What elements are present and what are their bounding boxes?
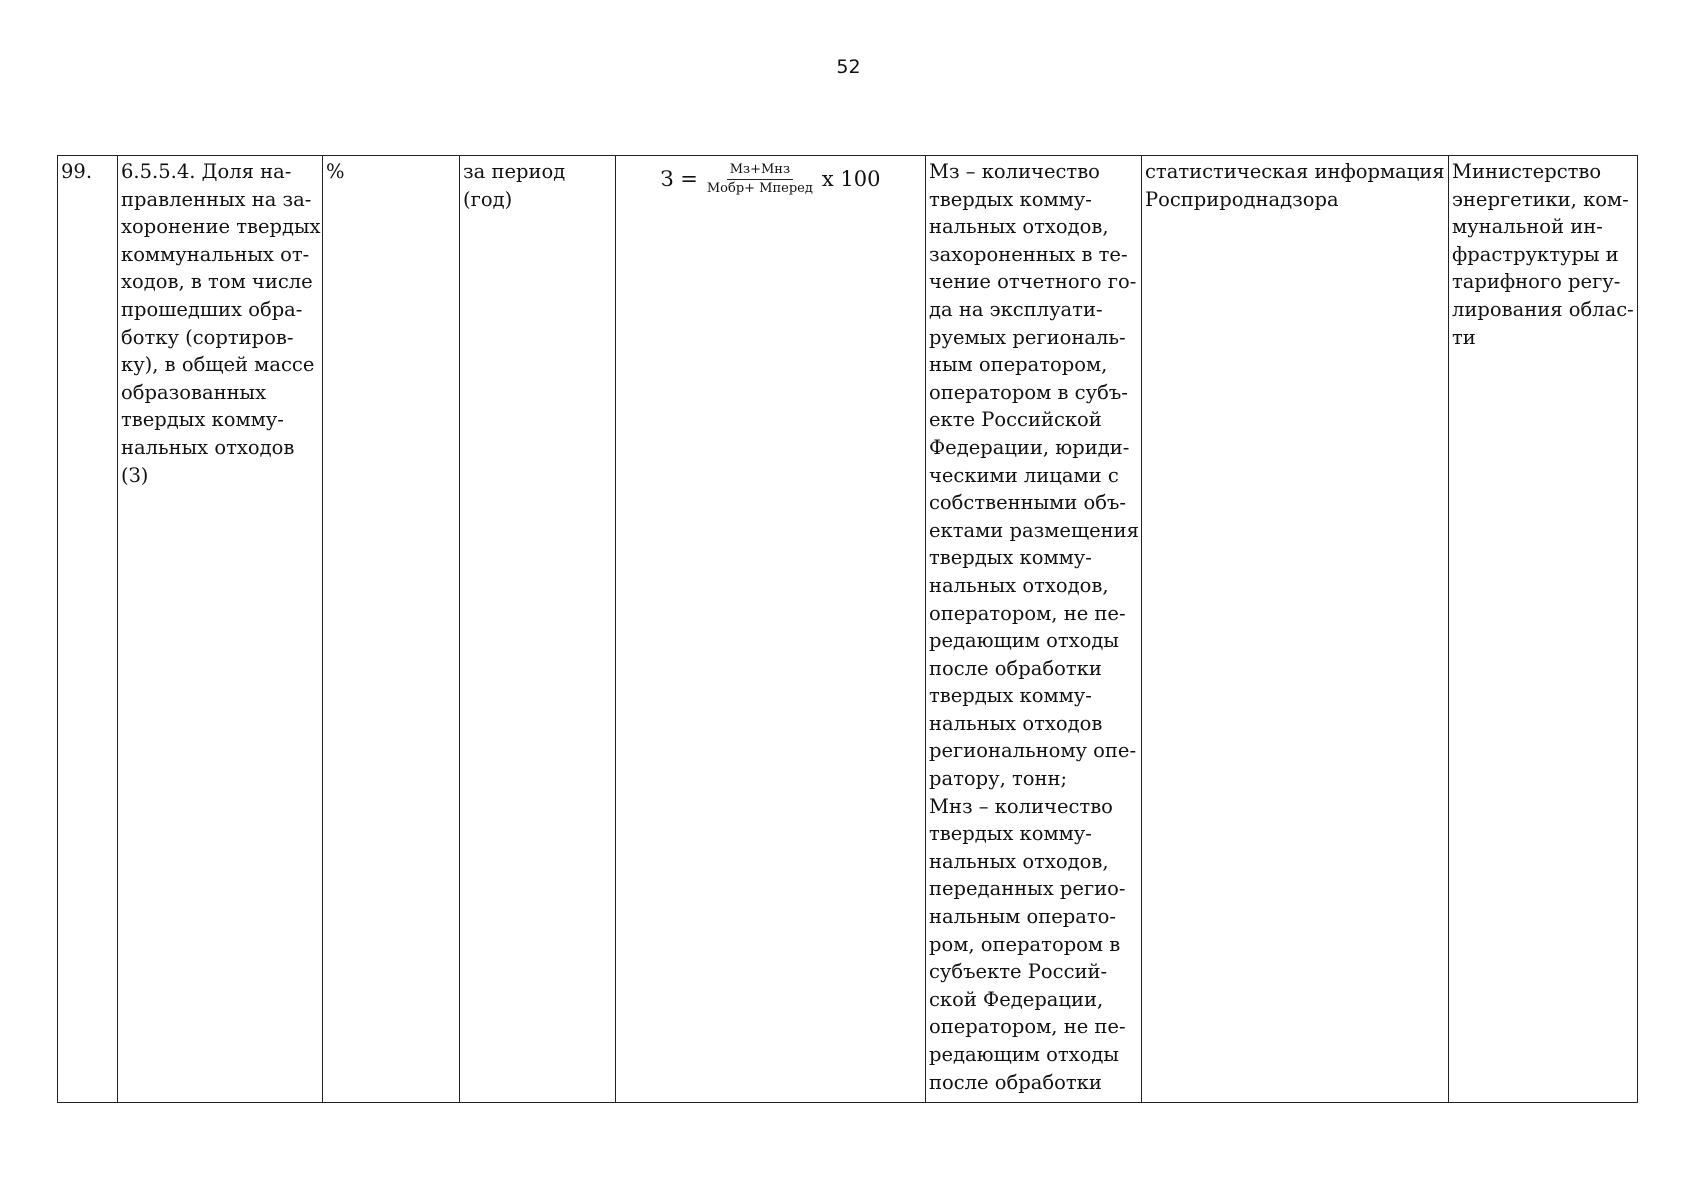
text-line: субъекте Россий- <box>929 960 1108 984</box>
text-line: переданных регио- <box>929 877 1126 901</box>
text-line: Федерации, юриди- <box>929 435 1130 459</box>
text-line: твердых комму- <box>929 187 1092 211</box>
text-line: 6.5.5.4. Доля на- <box>121 160 292 183</box>
text-line: региональному опе- <box>929 739 1137 763</box>
period-cell <box>460 156 616 1103</box>
text-line: ным оператором, <box>929 353 1108 377</box>
text-line: захороненных в те- <box>929 242 1128 266</box>
text-line: (З) <box>121 463 149 487</box>
row-number: 99. <box>61 160 93 183</box>
formula-denominator: Мобр+ Мперед <box>706 181 813 196</box>
text-line: нальных отходов, <box>929 215 1109 239</box>
text-line: ходов, в том числе <box>121 270 313 294</box>
row-number-cell <box>58 156 118 1103</box>
indicator-name-cell <box>118 156 323 1103</box>
source-cell <box>1142 156 1449 1103</box>
text-line: оператором, не пе- <box>929 1015 1126 1039</box>
text-line: тарифного регу- <box>1452 270 1621 294</box>
text-line: да на эксплуати- <box>929 297 1103 321</box>
text-line: твердых комму- <box>929 546 1092 570</box>
formula-fraction <box>704 162 816 197</box>
text-line: оператором, не пе- <box>929 601 1126 625</box>
text-line: правленных на за- <box>121 187 312 211</box>
indicator-table <box>57 155 1638 1103</box>
period <box>463 158 612 213</box>
text-line: оператором в субъ- <box>929 380 1128 404</box>
formula-multiplier: x 100 <box>821 166 881 191</box>
page-number: 52 <box>836 56 861 78</box>
text-line: Министерство <box>1452 160 1602 183</box>
text-line: ской Федерации, <box>929 987 1104 1011</box>
formula-cell <box>616 156 926 1103</box>
text-line: нальных отходов <box>121 435 295 459</box>
data-source <box>1145 158 1445 213</box>
text-line: ектами размещения <box>929 518 1139 542</box>
unit: % <box>326 160 345 183</box>
text-line: твердых комму- <box>121 408 284 432</box>
text-line: нальных отходов <box>929 711 1103 735</box>
definition-cell <box>926 156 1142 1103</box>
text-line: ческими лицами с <box>929 463 1119 487</box>
text-line: после обработки <box>929 656 1102 680</box>
text-line: ку), в общей массе <box>121 353 315 377</box>
text-line: энергетики, ком- <box>1452 187 1629 211</box>
formula-numerator: Мз+Мнз <box>727 162 793 180</box>
text-line: екте Российской <box>929 408 1102 432</box>
text-line: за период <box>463 160 566 183</box>
text-line: нальных отходов, <box>929 573 1109 597</box>
text-line: редающим отходы <box>929 1043 1119 1066</box>
text-line: редающим отходы <box>929 629 1119 653</box>
text-line: образованных <box>121 380 267 404</box>
text-line: Росприроднадзора <box>1145 187 1339 211</box>
definition <box>929 158 1138 1096</box>
unit-cell <box>323 156 460 1103</box>
formula-lhs: З = <box>660 166 698 191</box>
text-line: твердых комму- <box>929 684 1092 708</box>
text-line: после обработки <box>929 1070 1102 1094</box>
text-line: ратору, тонн; <box>929 767 1068 791</box>
text-line: Мнз – количество <box>929 794 1113 818</box>
text-line: лирования облас- <box>1452 297 1634 321</box>
text-line: ботку (сортиров- <box>121 325 294 349</box>
text-line: коммунальных от- <box>121 242 310 266</box>
text-line: хоронение твердых <box>121 215 321 239</box>
text-line: руемых региональ- <box>929 325 1126 349</box>
text-line: собственными объ- <box>929 491 1126 515</box>
text-line: статистическая информация <box>1145 160 1445 183</box>
text-line: твердых комму- <box>929 822 1092 846</box>
text-line: мунальной ин- <box>1452 215 1603 239</box>
text-line: нальным операто- <box>929 905 1117 929</box>
text-line: нальных отходов, <box>929 849 1109 873</box>
text-line: фраструктуры и <box>1452 242 1619 266</box>
indicator-name <box>121 158 319 489</box>
text-line: чение отчетного го- <box>929 270 1137 294</box>
responsible-cell <box>1449 156 1638 1103</box>
responsible-body <box>1452 158 1634 351</box>
text-line: ти <box>1452 325 1476 349</box>
text-line: Мз – количество <box>929 160 1100 183</box>
table-row <box>58 156 1638 1103</box>
text-line: ром, оператором в <box>929 932 1121 956</box>
text-line: прошедших обра- <box>121 297 303 321</box>
formula <box>619 158 922 197</box>
text-line: (год) <box>463 187 513 211</box>
